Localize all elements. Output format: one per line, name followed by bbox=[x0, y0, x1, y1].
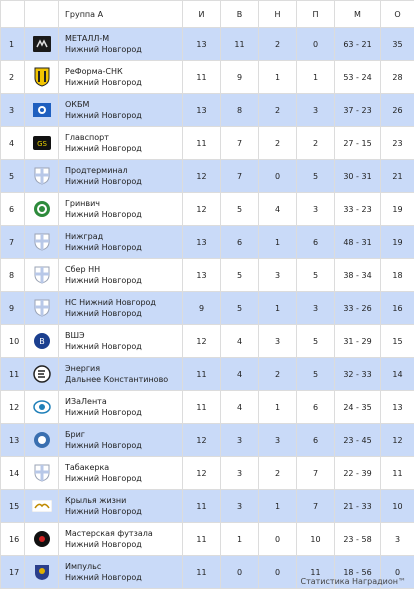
team-cell[interactable] bbox=[59, 457, 183, 490]
points-cell: 3 bbox=[381, 523, 414, 556]
team-city: Нижний Новгород bbox=[65, 144, 142, 153]
position-cell: 11 bbox=[1, 358, 25, 391]
games-cell: 13 bbox=[183, 226, 221, 259]
draws-cell: 4 bbox=[259, 193, 297, 226]
team-name[interactable]: МЕТАЛЛ-М bbox=[65, 34, 110, 43]
team-logo-cell bbox=[25, 556, 59, 589]
points-cell: 11 bbox=[381, 457, 414, 490]
wins-cell: 1 bbox=[221, 523, 259, 556]
team-logo-cell bbox=[25, 424, 59, 457]
team-logo-cell bbox=[25, 160, 59, 193]
points-cell: 13 bbox=[381, 391, 414, 424]
team-cell[interactable] bbox=[59, 523, 183, 556]
draws-header: Н bbox=[259, 1, 297, 28]
goals-cell: 21 - 33 bbox=[335, 490, 381, 523]
points-cell: 21 bbox=[381, 160, 414, 193]
team-name[interactable]: ВШЭ bbox=[65, 331, 85, 340]
table-row bbox=[1, 28, 414, 61]
points-cell: 19 bbox=[381, 226, 414, 259]
goals-cell: 48 - 31 bbox=[335, 226, 381, 259]
table-row bbox=[1, 325, 414, 358]
futsal-logo bbox=[32, 529, 52, 549]
wins-cell: 8 bbox=[221, 94, 259, 127]
table-row bbox=[1, 61, 414, 94]
table-row bbox=[1, 391, 414, 424]
position-cell: 2 bbox=[1, 61, 25, 94]
position-cell: 8 bbox=[1, 259, 25, 292]
impuls-logo bbox=[32, 562, 52, 582]
goals-cell: 53 - 24 bbox=[335, 61, 381, 94]
losses-cell: 1 bbox=[297, 61, 335, 94]
draws-cell: 0 bbox=[259, 523, 297, 556]
team-city: Нижний Новгород bbox=[65, 243, 142, 252]
team-city: Нижний Новгород bbox=[65, 540, 142, 549]
table-row bbox=[1, 424, 414, 457]
team-name[interactable]: Продтерминал bbox=[65, 166, 128, 175]
points-cell: 12 bbox=[381, 424, 414, 457]
draws-cell: 1 bbox=[259, 292, 297, 325]
wins-cell: 4 bbox=[221, 358, 259, 391]
goals-cell: 23 - 58 bbox=[335, 523, 381, 556]
table-row bbox=[1, 523, 414, 556]
table-row bbox=[1, 94, 414, 127]
position-cell: 17 bbox=[1, 556, 25, 589]
points-cell: 16 bbox=[381, 292, 414, 325]
team-city: Нижний Новгород bbox=[65, 474, 142, 483]
team-city: Дальнее Константиново bbox=[65, 375, 169, 384]
team-cell[interactable] bbox=[59, 424, 183, 457]
games-cell: 11 bbox=[183, 523, 221, 556]
table-row bbox=[1, 457, 414, 490]
draws-cell: 2 bbox=[259, 127, 297, 160]
games-cell: 12 bbox=[183, 193, 221, 226]
games-cell: 12 bbox=[183, 424, 221, 457]
points-cell: 18 bbox=[381, 259, 414, 292]
position-cell: 5 bbox=[1, 160, 25, 193]
goals-cell: 31 - 29 bbox=[335, 325, 381, 358]
losses-cell: 3 bbox=[297, 193, 335, 226]
logo-header bbox=[25, 1, 59, 28]
team-name[interactable]: Крылья жизни bbox=[65, 496, 127, 505]
draws-cell: 0 bbox=[259, 556, 297, 589]
wings-logo bbox=[32, 496, 52, 516]
team-cell[interactable] bbox=[59, 28, 183, 61]
team-logo-cell bbox=[25, 358, 59, 391]
team-cell[interactable] bbox=[59, 325, 183, 358]
shield-yellow-logo bbox=[32, 67, 52, 87]
pos-header bbox=[1, 1, 25, 28]
games-cell: 13 bbox=[183, 259, 221, 292]
team-name[interactable]: ОКБМ bbox=[65, 100, 90, 109]
position-cell: 15 bbox=[1, 490, 25, 523]
wins-cell: 9 bbox=[221, 61, 259, 94]
draws-cell: 0 bbox=[259, 160, 297, 193]
default-shield-logo bbox=[32, 232, 52, 252]
games-cell: 12 bbox=[183, 160, 221, 193]
table-row bbox=[1, 358, 414, 391]
games-cell: 13 bbox=[183, 28, 221, 61]
table-row bbox=[1, 490, 414, 523]
wins-cell: 5 bbox=[221, 193, 259, 226]
games-cell: 11 bbox=[183, 127, 221, 160]
games-cell: 9 bbox=[183, 292, 221, 325]
team-logo-cell bbox=[25, 391, 59, 424]
svg-text:В: В bbox=[38, 337, 45, 346]
points-cell: 14 bbox=[381, 358, 414, 391]
energia-logo bbox=[32, 364, 52, 384]
team-city: Нижний Новгород bbox=[65, 45, 142, 54]
position-cell: 3 bbox=[1, 94, 25, 127]
team-city: Нижний Новгород bbox=[65, 78, 142, 87]
losses-cell: 6 bbox=[297, 391, 335, 424]
losses-cell: 0 bbox=[297, 28, 335, 61]
table-row bbox=[1, 226, 414, 259]
team-cell[interactable] bbox=[59, 259, 183, 292]
position-cell: 13 bbox=[1, 424, 25, 457]
team-cell[interactable] bbox=[59, 358, 183, 391]
games-cell: 11 bbox=[183, 61, 221, 94]
okbm-logo bbox=[32, 100, 52, 120]
team-city: Нижний Новгород bbox=[65, 210, 142, 219]
wins-cell: 4 bbox=[221, 391, 259, 424]
team-name[interactable]: Мастерская футзала bbox=[65, 529, 153, 538]
wins-cell: 7 bbox=[221, 160, 259, 193]
losses-cell: 6 bbox=[297, 424, 335, 457]
team-name[interactable]: Сбер НН bbox=[65, 265, 101, 274]
draws-cell: 2 bbox=[259, 94, 297, 127]
team-city: Нижний Новгород bbox=[65, 408, 142, 417]
wins-cell: 11 bbox=[221, 28, 259, 61]
team-logo-cell bbox=[25, 259, 59, 292]
losses-header: П bbox=[297, 1, 335, 28]
team-name[interactable]: Главспорт bbox=[65, 133, 109, 142]
team-city: Нижний Новгород bbox=[65, 342, 142, 351]
team-name[interactable]: НС Нижний Новгород bbox=[65, 298, 156, 307]
points-cell: 10 bbox=[381, 490, 414, 523]
brig-logo bbox=[32, 430, 52, 450]
table-row bbox=[1, 160, 414, 193]
glavsport-logo bbox=[32, 133, 52, 153]
goals-cell: 63 - 21 bbox=[335, 28, 381, 61]
team-logo-cell bbox=[25, 61, 59, 94]
team-logo-cell bbox=[25, 28, 59, 61]
losses-cell: 11 bbox=[297, 556, 335, 589]
default-shield-logo bbox=[32, 265, 52, 285]
draws-cell: 1 bbox=[259, 391, 297, 424]
points-cell: 19 bbox=[381, 193, 414, 226]
position-cell: 4 bbox=[1, 127, 25, 160]
games-cell: 11 bbox=[183, 358, 221, 391]
losses-cell: 6 bbox=[297, 226, 335, 259]
games-header: И bbox=[183, 1, 221, 28]
losses-cell: 5 bbox=[297, 358, 335, 391]
points-cell: 23 bbox=[381, 127, 414, 160]
position-cell: 14 bbox=[1, 457, 25, 490]
team-city: Нижний Новгород bbox=[65, 507, 142, 516]
goals-cell: 30 - 31 bbox=[335, 160, 381, 193]
team-cell[interactable] bbox=[59, 94, 183, 127]
games-cell: 13 bbox=[183, 94, 221, 127]
position-cell: 12 bbox=[1, 391, 25, 424]
team-logo-cell bbox=[25, 226, 59, 259]
table-row bbox=[1, 193, 414, 226]
table-row bbox=[1, 259, 414, 292]
wins-header: В bbox=[221, 1, 259, 28]
points-cell: 26 bbox=[381, 94, 414, 127]
green-circle-logo bbox=[32, 199, 52, 219]
draws-cell: 1 bbox=[259, 490, 297, 523]
hse-logo bbox=[32, 331, 52, 351]
goals-cell: 33 - 26 bbox=[335, 292, 381, 325]
table-header-row bbox=[1, 1, 414, 28]
team-city: Нижний Новгород bbox=[65, 276, 142, 285]
draws-cell: 1 bbox=[259, 226, 297, 259]
wins-cell: 6 bbox=[221, 226, 259, 259]
wins-cell: 3 bbox=[221, 424, 259, 457]
games-cell: 12 bbox=[183, 457, 221, 490]
team-logo-cell bbox=[25, 193, 59, 226]
draws-cell: 3 bbox=[259, 259, 297, 292]
goals-header: М bbox=[335, 1, 381, 28]
goals-cell: 22 - 39 bbox=[335, 457, 381, 490]
wins-cell: 5 bbox=[221, 259, 259, 292]
team-cell[interactable] bbox=[59, 556, 183, 589]
wins-cell: 0 bbox=[221, 556, 259, 589]
goals-cell: 24 - 35 bbox=[335, 391, 381, 424]
team-name[interactable]: Импульс bbox=[65, 562, 102, 571]
points-cell: 35 bbox=[381, 28, 414, 61]
losses-cell: 5 bbox=[297, 160, 335, 193]
team-logo-cell bbox=[25, 490, 59, 523]
team-name[interactable]: Табакерка bbox=[65, 463, 110, 472]
team-logo-cell bbox=[25, 94, 59, 127]
team-city: Нижний Новгород bbox=[65, 309, 142, 318]
draws-cell: 2 bbox=[259, 457, 297, 490]
position-cell: 9 bbox=[1, 292, 25, 325]
draws-cell: 3 bbox=[259, 325, 297, 358]
team-logo-cell bbox=[25, 523, 59, 556]
team-name[interactable]: ИЗаЛента bbox=[65, 397, 107, 406]
losses-cell: 3 bbox=[297, 94, 335, 127]
losses-cell: 7 bbox=[297, 490, 335, 523]
team-cell[interactable] bbox=[59, 226, 183, 259]
team-city: Нижний Новгород bbox=[65, 111, 142, 120]
team-name[interactable]: Нижград bbox=[65, 232, 104, 241]
goals-cell: 18 - 56 bbox=[335, 556, 381, 589]
position-cell: 6 bbox=[1, 193, 25, 226]
draws-cell: 2 bbox=[259, 28, 297, 61]
losses-cell: 5 bbox=[297, 325, 335, 358]
losses-cell: 10 bbox=[297, 523, 335, 556]
team-name[interactable]: Бриг bbox=[65, 430, 85, 439]
points-cell: 15 bbox=[381, 325, 414, 358]
team-cell[interactable] bbox=[59, 292, 183, 325]
position-cell: 16 bbox=[1, 523, 25, 556]
goals-cell: 23 - 45 bbox=[335, 424, 381, 457]
team-city: Нижний Новгород bbox=[65, 177, 142, 186]
wins-cell: 5 bbox=[221, 292, 259, 325]
games-cell: 12 bbox=[183, 325, 221, 358]
team-cell[interactable] bbox=[59, 61, 183, 94]
default-shield-logo bbox=[32, 463, 52, 483]
team-city: Нижний Новгород bbox=[65, 441, 142, 450]
default-shield-logo bbox=[32, 166, 52, 186]
games-cell: 11 bbox=[183, 490, 221, 523]
table-row bbox=[1, 292, 414, 325]
team-name[interactable]: Энергия bbox=[65, 364, 101, 373]
games-cell: 11 bbox=[183, 391, 221, 424]
points-cell: 0 bbox=[381, 556, 414, 589]
team-city: Нижний Новгород bbox=[65, 573, 142, 582]
goals-cell: 32 - 33 bbox=[335, 358, 381, 391]
wins-cell: 3 bbox=[221, 457, 259, 490]
metall-logo bbox=[32, 34, 52, 54]
team-name[interactable]: РеФорма-СНК bbox=[65, 67, 123, 76]
wins-cell: 7 bbox=[221, 127, 259, 160]
goals-cell: 37 - 23 bbox=[335, 94, 381, 127]
goals-cell: 38 - 34 bbox=[335, 259, 381, 292]
team-cell[interactable] bbox=[59, 391, 183, 424]
losses-cell: 7 bbox=[297, 457, 335, 490]
position-cell: 1 bbox=[1, 28, 25, 61]
draws-cell: 3 bbox=[259, 424, 297, 457]
footer-credit: Статистика Наградион™ bbox=[300, 577, 406, 586]
games-cell: 11 bbox=[183, 556, 221, 589]
wins-cell: 3 bbox=[221, 490, 259, 523]
wins-cell: 4 bbox=[221, 325, 259, 358]
losses-cell: 5 bbox=[297, 259, 335, 292]
position-cell: 10 bbox=[1, 325, 25, 358]
goals-cell: 33 - 23 bbox=[335, 193, 381, 226]
goals-cell: 27 - 15 bbox=[335, 127, 381, 160]
team-cell[interactable] bbox=[59, 160, 183, 193]
team-logo-cell bbox=[25, 457, 59, 490]
team-logo-cell bbox=[25, 325, 59, 358]
team-name[interactable]: Гринвич bbox=[65, 199, 101, 208]
default-shield-logo bbox=[32, 298, 52, 318]
table-row bbox=[1, 127, 414, 160]
draws-cell: 1 bbox=[259, 61, 297, 94]
team-cell[interactable] bbox=[59, 490, 183, 523]
draws-cell: 2 bbox=[259, 358, 297, 391]
team-logo-cell bbox=[25, 292, 59, 325]
team-logo-cell bbox=[25, 127, 59, 160]
group-header: Группа А bbox=[59, 1, 183, 28]
izalenta-logo bbox=[32, 397, 52, 417]
points-cell: 28 bbox=[381, 61, 414, 94]
points-header: О bbox=[381, 1, 414, 28]
svg-text:GS: GS bbox=[36, 140, 47, 148]
team-cell[interactable] bbox=[59, 127, 183, 160]
losses-cell: 3 bbox=[297, 292, 335, 325]
team-cell[interactable] bbox=[59, 193, 183, 226]
position-cell: 7 bbox=[1, 226, 25, 259]
losses-cell: 2 bbox=[297, 127, 335, 160]
